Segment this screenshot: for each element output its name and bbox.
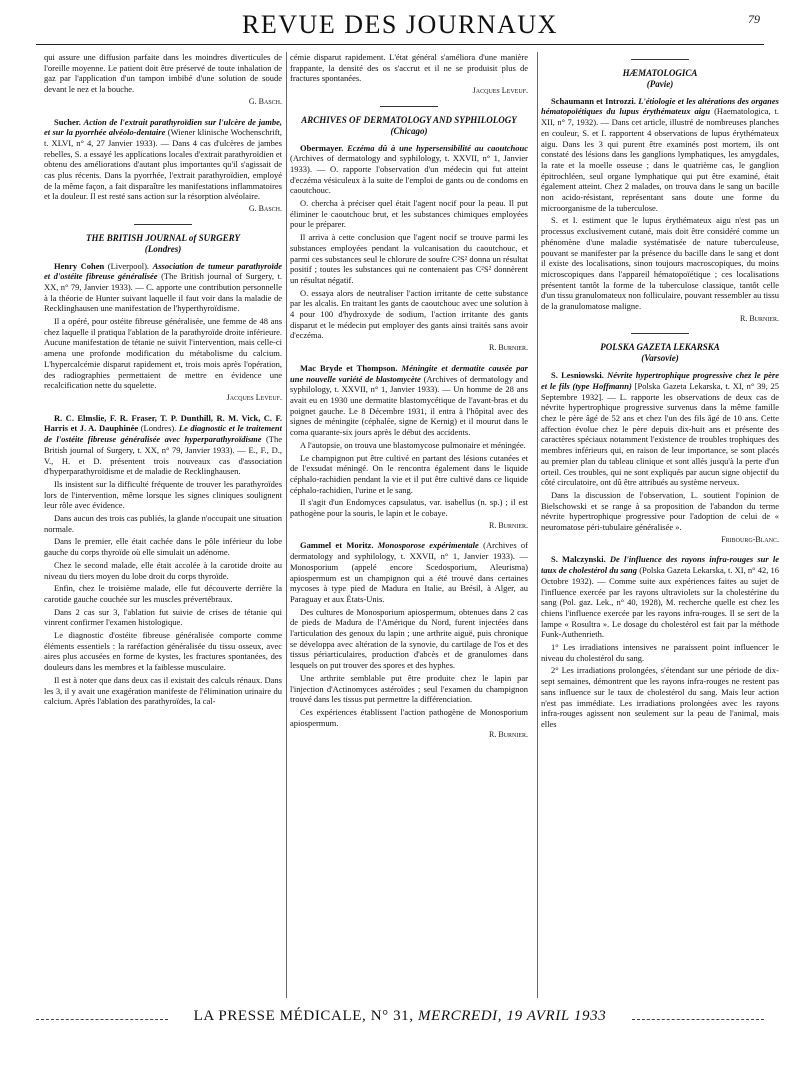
paragraph: Dans aucun des trois cas publiés, la glande n'occupait une situation normale.: [44, 513, 282, 534]
paragraph: A l'autopsie, on trouva une blastomycose pulmonaire et méningée.: [300, 439, 526, 450]
footer-text: [186, 1008, 615, 1025]
column-3: [541, 52, 779, 998]
paragraph: Le champignon put être cultivé en partant des lésions cutanées et de l'exsudat méningé. On le rencontra également dans le liquide céphalo-rachidien pendant la vie et il put être cultivé dans ce liquide céphalo-rachidien, l'urine et le sang.: [290, 452, 528, 495]
column-2: [290, 52, 528, 998]
journal-heading: THE BRITISH JOURNAL of SURGERY: [85, 232, 241, 243]
paragraph: qui assure une diffusion parfaite dans les moindres diverticules de l'oreille moyenne. Le patient doit être préservé de toute inhalation de gaz par l'application d'un tampon imbibé d'une solution de soude devant le nez et la bouche.: [44, 52, 282, 95]
running-header: [36, 0, 764, 45]
paragraph: Dans 2 cas sur 3, l'ablation fut suivie de crises de tétanie qui vinrent confirmer l'examen histologique.: [44, 606, 282, 628]
journal-heading: ARCHIVES OF DERMATOLOGY AND SYPHILOLOGY: [301, 114, 517, 125]
paragraph: Enfin, chez le troisième malade, elle fut découverte derrière la carotide gauche couchée sur les muscles prévertébraux.: [44, 583, 282, 604]
article-title: Action de l'extrait parathyroïdien sur l'ulcère de jambe, et sur la pyorrhée alvéolo-dentaire: [44, 116, 282, 138]
article-abstract: [541, 96, 779, 214]
column-divider: [286, 52, 287, 998]
paragraph: Il arriva à cette conclusion que l'agent nocif se trouve parmi les substances employées pendant la vulcanisation du caoutchouc, et parmi ces substances seul le chlorure de soufre C²S² donna un résultat positif ; toutes les substances qui ne contenaient pas C²S² donnèrent un résultat négatif.: [290, 232, 528, 285]
article-title: Névrite hypertrophique progressive chez le père et le fils (type Hoffmann): [541, 370, 779, 391]
article-body: (Archives of dermatology and syphilology, t. XXVII, n° 1, Janvier 1933). — Un homme de 28 ans avait eu en 1930 une dermatite blastomycétique de l'avant-bras et du poignet gauche. Le 8 Décembre 1931, il entra à l'hôpital avec des signes de méningite (céphalée, signe de Kernig) et il mourut dans le coma quarante-six jours après le début des accidents.: [290, 373, 528, 438]
reviewer-signature: R. Burnier.: [488, 343, 528, 353]
article-body: (Archives of dermatology and syphilology, t. XXVII, n° 1, Janvier 1933). — O. rapporte l'observation d'un médecin qui fut atteint d'eczéma vésiculeux à la suite de l'emploi de gants ou de condoms en caoutchouc.: [290, 153, 528, 196]
paragraph: O. essaya alors de neutraliser l'action irritante de cette substance par les alcalis. En traitant les gants de caoutchouc avec une solution à 4 pour 100 d'hydroxyde de sodium, l'action irritante des gants disparut et le médecin put employer des gants ainsi traités sans avoir d'eczéma.: [290, 287, 528, 341]
footer-journal: LA PRESSE MÉDICALE,: [193, 1008, 367, 1024]
article-abstract: [290, 540, 528, 604]
article-author: Mac Bryde et Thompson.: [300, 362, 398, 373]
article-abstract: [290, 363, 528, 438]
article-title: De l'influence des rayons infra-rouges sur le taux de cholestérol du sang: [541, 554, 779, 576]
column-1: [44, 52, 282, 998]
paragraph: Des cultures de Monosporium apiospermum, obtenues dans 2 cas de pieds de Madura de l'Amérique du Nord, furent injectées dans l'articulation des genoux du lapin ; une arthrite aiguë, puis chronique se développa avec altération de la synovie, du cartilage de l'os et des tissus périarticulaires, production d'abcès et de granulomes dans lesquels on put trouver des spores et des hyphes.: [290, 606, 528, 671]
author-affiliation: (Londres).: [140, 423, 177, 434]
article-author: Schaumann et Introzzi.: [551, 95, 636, 106]
journal-heading: POLSKA GAZETA LEKARSKA: [600, 342, 720, 353]
section-rule: [631, 333, 689, 334]
paragraph: 2° Les irradiations prolongées, s'étendant sur une période de dix-sept semaines, démontrent que les rayons infra-rouges ne restent pas sans influence sur le taux de cholestérol du sang. Mais leur action n'est pas immédiate. Les irradiations prolongées avec les rayons infra-rouges agissent non seulement sur la peau de l'animal, mais elles: [541, 665, 779, 729]
journal-city: (Varsovie): [641, 353, 679, 364]
article-abstract: [44, 261, 282, 315]
reviewer-signature: Fribourg-Blanc.: [721, 534, 779, 544]
page-number: 79: [748, 12, 760, 26]
paragraph: Il s'agit d'un Endomyces capsulatus, var. isabellus (n. sp.) ; il est pathogène pour la souris, le lapin et le cobaye.: [290, 497, 528, 519]
reviewer-signature: R. Burnier.: [488, 730, 528, 740]
paragraph: cémie disparut rapidement. L'état général s'améliora d'une manière frappante, la densité des os s'accrut et il ne se produisit plus de fractures spontanées.: [290, 52, 528, 84]
reviewer-signature: R. Burnier.: [739, 313, 779, 323]
article-body: (The British journal of Surgery, t. XX, n° 79, Janvier 1933). — C. apporte une contribution personnelle à la théorie de Hunter suivant laquelle il faut voir dans la maladie de Recklinghausen une manifestation de l'hyperthyroïdisme.: [44, 271, 282, 314]
section-rule: [380, 106, 438, 107]
journal-section-title: REVUE DES JOURNAUX: [242, 10, 558, 39]
section-rule: [134, 224, 192, 225]
article-body: (Polska Gazeta Lekarska, t. XI, n° 42, 16 Octobre 1932). — Comme suite aux expériences faites au sujet de l'influence exercée par les rayons ultraviolets sur la cholestérine du sang (Pol. gaz. Lek., n° 40, 1928), M. recherche quelle est chez les chiens l'influence exercée par les rayons infra-rouges. Il se sert de la lampe « Rosultra ». Le dosage du cholestérol est fait par la méthode Funk-Authenrieth.: [541, 565, 779, 640]
journal-city: (Pavie): [646, 79, 674, 89]
article-title: L'étiologie et les altérations des organes hématopoïétiques du lupus érythémateux aigu: [541, 95, 779, 117]
footer-issue: N° 31,: [370, 1008, 414, 1024]
article-author: Sucher.: [54, 116, 81, 127]
column-divider: [537, 52, 538, 998]
paragraph: S. et I. estiment que le lupus érythémateux aigu n'est pas un processus exclusivement cutané, mais doit être considéré comme un phénomène d'une maladie systématisée de nature tuberculeuse, pouvant se manifester par la présence du bacille dans le sang et dont il existe des localisations, sinon toujours macroscopiques, du moins microscopiques dans l'appareil hématopoïétique ; ces localisations présentent tantôt la forme de la tuberculose classique, tantôt celle d'un tissu granulomateux non folliculaire, pouvant ressembler au tissu de la granulomatose maligne.: [541, 215, 779, 312]
article-body: (Wiener klinische Wochenschrift, t. XLVI, n° 4, 27 Janvier 1933). — Dans 4 cas d'ulcères de jambes rebelles, S. a essayé les applications locales d'extrait parathyroïdien et obtenu des améliorations d'autant plus importantes qu'il s'agissait de cas plus récents. Dans la pyorrhée, l'extrait parathyroïdien, employé de la même façon, a fait disparaître les manifestations inflammatoires et la douleur. Il est resté sans action sur la résorption alvéolaire.: [44, 127, 282, 202]
article-abstract: [541, 370, 779, 488]
article-author: Obermayer.: [300, 142, 344, 153]
journal-city: (Londres): [144, 243, 182, 254]
paragraph: Il est à noter que dans deux cas il existait des calculs rénaux. Dans les 3, il y avait une exagération manifeste de l'élimination urinaire du calcium. Après l'ablation des parathyroïdes, la cal-: [44, 674, 282, 707]
article-author: S. Lesniowski.: [551, 370, 604, 381]
journal-city: (Chicago): [390, 125, 428, 136]
paragraph: Une arthrite semblable put être produite chez le lapin par l'injection d'Actinomyces astéroïdes ; seul l'examen du champignon trouvé dans les tissus put permettre la différenciation.: [290, 672, 528, 705]
article-body: (The British journal of Surgery, t. XX, n° 79, Janvier 1933). — E., F., D., V., H. et D. présentent trois nouveaux cas d'association d'hyperparathyroïdisme et de maladie de Recklinghausen.: [44, 434, 282, 477]
article-abstract: [290, 143, 528, 197]
reviewer-signature: Jacques Leveuf.: [472, 86, 528, 96]
paragraph: Il a opéré, pour ostéite fibreuse généralisée, une femme de 48 ans chez laquelle il pratiqua l'ablation de la parathyroïde droite inférieure. Aucune manifestation de tétanie ne suivit l'intervention, mais celle-ci amena une profonde modification du métabolisme du calcium. L'hypercalcémie disparut rapidement et, trois mois après l'opération, des radiographies permettaient de mettre en évidence une recalcification nette du squelette.: [44, 316, 282, 391]
footer-date: MERCREDI, 19 AVRIL 1933: [418, 1008, 607, 1024]
article-title: Le diagnostic et le traitement de l'ostéite fibreuse généralisée avec hyperparathyroïdisme: [44, 423, 282, 445]
article-author: R. C. Elmslie, F. R. Fraser, T. P. Dunthill, R. M. Vick, C. F. Harris et J. A. Dauphinée: [44, 412, 282, 434]
article-abstract: [541, 554, 779, 640]
article-title: Méningite et dermatite causée par une nouvelle variété de blastomycète: [290, 362, 528, 384]
article-body: [Polska Gazeta Lekarska, t. XI, n° 39, 25 Septembre 1932]. — L. rapporte les observations de deux cas de névrite hypertrophique progressive survenus dans la même famille chez le père âgé de 52 ans et chez l'un des fils âgé de 10 ans. Cette affection évolue chez le père depuis dix-huit ans et présente des caractères spéciaux notamment l'existence de troubles trophiques des membres inférieurs qui, en raison de leur importance, se sont placés au premier plan du tableau clinique et sont allés jusqu'à la perte d'un orteil. Ces troubles, qui ne sont expliqués par aucun signe objectif du côté circulatoire, ont dû être attribués au système nerveux.: [541, 380, 779, 488]
reviewer-signature: G. Basch.: [248, 96, 282, 106]
article-abstract: [44, 117, 282, 203]
paragraph: Ces expériences établissent l'action pathogène de Monosporium apiospermum.: [290, 706, 528, 728]
footer-rule-right: [632, 1019, 764, 1020]
paragraph: Ils insistent sur la difficulté fréquente de trouver les parathyroïdes lors de l'intervention, même lorsque les signes cliniques soulignent leur rôle avec évidence.: [44, 478, 282, 511]
article-author: S. Malczynski.: [551, 554, 606, 565]
article-body: (Archives of dermatology and syphilology, t. XXVII, n° 1, Janvier 1933). — Monosporium (appelé encore Scedosporium, Aleurisma) apiospermum est un champignon qui a été trouvé dans certaines mycoses à type pied de Madura en Italie, au Brésil, à Alger, au Paraguay et aux États-Unis.: [290, 540, 528, 604]
article-title: Association de tumeur parathyroïde et d'ostéite fibreuse généralisée: [44, 260, 282, 282]
reviewer-signature: Jacques Leveuf.: [226, 392, 282, 402]
paragraph: 1° Les irradiations intensives ne paraissent point influencer le niveau du cholestérol du sang.: [541, 642, 779, 663]
paragraph: Chez le second malade, elle était accolée à la carotide droite au niveau du tiers moyen du lobe droit du corps thyroïde.: [44, 559, 282, 581]
article-abstract: [44, 413, 282, 477]
article-title: Monosporose expérimentale: [377, 540, 479, 551]
journal-heading: HÆMATOLOGICA: [622, 68, 698, 78]
reviewer-signature: G. Basch.: [248, 204, 282, 214]
article-title: Eczéma dû à une hypersensibilité au caoutchouc: [347, 142, 528, 153]
reviewer-signature: R. Burnier.: [488, 520, 528, 530]
article-body: (Haematologica, t. XII, n° 7, 1932). — Dans cet article, illustré de nombreuses planches en couleur, S. et I. rapportent 4 observations de lupus érythémateux aigu. Dans les 3 qui purent être examinés post mortem, ils ont constaté des lésions dans les ganglions lymphatiques, les amygdales, la rate et la moelle osseuse ; dans le quatrième cas, le ganglion épitrochléen, seul organe lymphatique qui put être examiné, était également atteint. Chez 2 malades, on trouva dans le sang un bacille non acido-résistant, représentant sans doute une forme du microorganisme de la tuberculose.: [541, 106, 779, 213]
page-footer: [36, 1008, 764, 1032]
footer-rule-left: [36, 1019, 168, 1020]
paragraph: Dans le premier, elle était cachée dans le pôle inférieur du lobe gauche du corps thyroïde où elle simulait un adénome.: [44, 536, 282, 558]
paragraph: Le diagnostic d'ostéite fibreuse généralisée comporte comme éléments essentiels : la raréfaction généralisée du tissu osseux, avec aires plus accusées en forme de kystes, les fractures spontanées, des douleurs dans les membres et la faiblesse musculaire.: [44, 630, 282, 673]
section-rule: [631, 59, 689, 60]
paragraph: Dans la discussion de l'observation, L. soutient l'opinion de Bielschowski et se range à sa proposition de l'abandon du terme névrite hypertrophique progressive pour l'adoption de celui de « neuromatose péri-tubulaire généralisée ».: [541, 489, 779, 533]
paragraph: O. chercha à préciser quel était l'agent nocif pour la peau. Il put éliminer le caoutchouc brut, et les substances chimiques employées pour le préparer.: [290, 198, 528, 230]
article-author: Gammel et Moritz.: [300, 540, 374, 551]
author-affiliation: (Liverpool).: [107, 260, 150, 271]
article-author: Henry Cohen: [54, 260, 105, 271]
